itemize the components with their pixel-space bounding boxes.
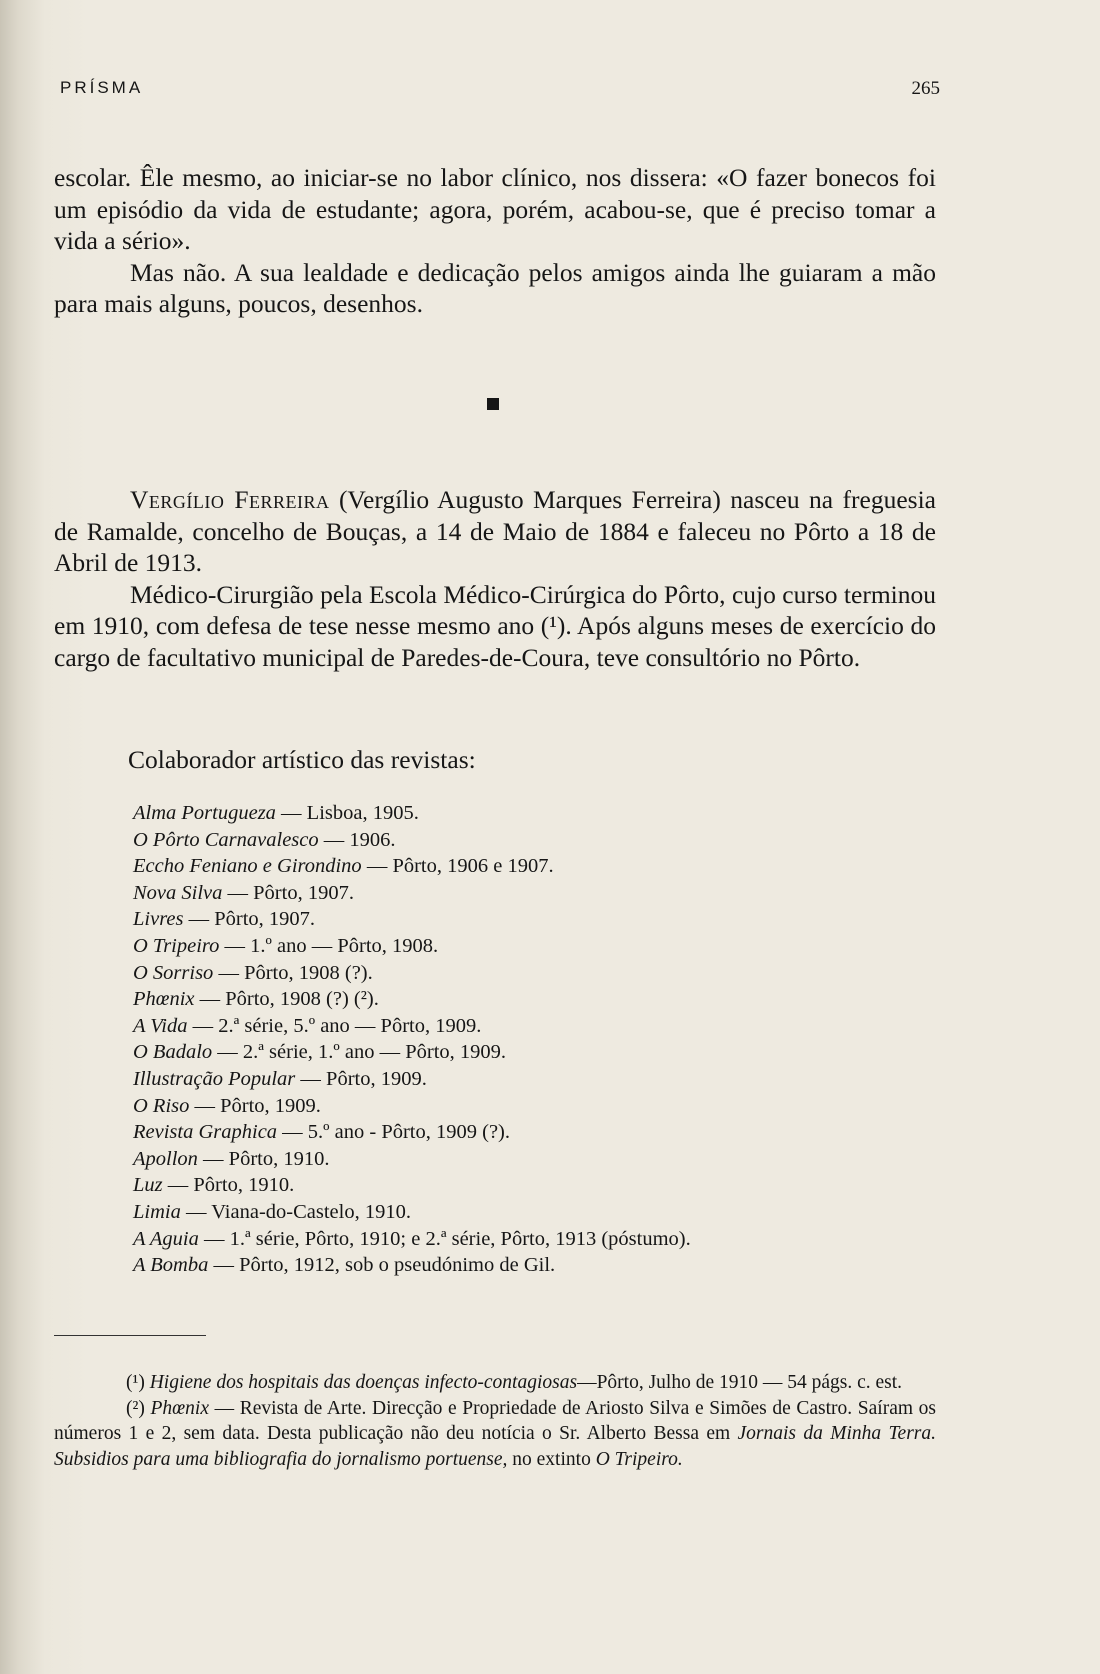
magazine-entry [133, 880, 933, 907]
magazine-detail: — 1906. [318, 828, 396, 851]
magazine-list [133, 800, 933, 1279]
footnote-2-mark: (²) [126, 1397, 145, 1419]
intro-paragraph-2: Mas não. A sua lealdade e dedicação pelos amigos ainda lhe guiaram a mão para mais alguns, poucos, desenhos. [54, 257, 936, 318]
magazine-title: Illustração Popular [133, 1067, 296, 1090]
footnote-1 [54, 1370, 936, 1396]
magazine-detail: — 2.ª série, 1.º ano — Pôrto, 1909. [212, 1041, 507, 1064]
biography [54, 484, 936, 673]
footnote-2-book: Jornais da Minha Terra. Subsidios para uma bibliografia do jornalismo portuense, [54, 1423, 936, 1470]
magazine-title: Phœnix [133, 988, 195, 1011]
magazine-title: Apollon [133, 1147, 198, 1170]
magazine-detail: — 1.ª série, Pôrto, 1910; e 2.ª série, Pôrto, 1913 (póstumo). [198, 1227, 691, 1250]
magazine-title: Limia [133, 1200, 181, 1223]
magazine-entry [133, 1226, 933, 1253]
footnote-2 [54, 1396, 936, 1473]
footnote-1-title: Higiene dos hospitais das doenças infecto-contagiosas [149, 1372, 578, 1393]
magazine-detail: — Pôrto, 1907. [222, 881, 354, 904]
footnote-2-text-a: — Revista de Arte. Direcção e Propriedade de Ariosto Silva e Simões de Castro. Saíram os números 1 e 2, sem data. Desta publicação não deu notícia o Sr. Alberto Bessa em [54, 1397, 936, 1444]
magazine-detail: — Lisboa, 1905. [275, 802, 419, 824]
footnote-2-title: Phœnix [150, 1397, 209, 1419]
magazine-entry [133, 1172, 933, 1199]
magazine-title: Eccho Feniano e Girondino [133, 855, 362, 878]
magazine-title: Alma Portugueza [133, 802, 276, 824]
footnote-2-periodical: O Tripeiro. [595, 1448, 683, 1470]
magazine-entry [133, 1199, 933, 1226]
biography-paragraph-2: Médico-Cirurgião pela Escola Médico-Cirúrgica do Pôrto, cujo curso terminou em 1910, com defesa de tese nesse mesmo ano (¹). Após alguns meses de exercício do cargo de facultativo municipal de Paredes-de-Coura, teve consultório no Pôrto. [54, 579, 936, 672]
magazine-detail: — Pôrto, 1909. [295, 1067, 427, 1090]
biography-birth-text: (Vergílio Augusto Marques Ferreira) nasceu na freguesia de Ramalde, concelho de Bouças, a 14 de Maio de 1884 e faleceu no Pôrto a 18 de Abril de 1913. [54, 485, 936, 577]
magazine-detail: — Viana-do-Castelo, 1910. [180, 1200, 411, 1223]
magazine-entry [133, 1013, 933, 1040]
magazine-title: O Badalo [133, 1041, 213, 1064]
magazine-entry [133, 1066, 933, 1093]
magazine-detail: — 2.ª série, 5.º ano — Pôrto, 1909. [187, 1014, 482, 1037]
magazine-entry [133, 906, 933, 933]
magazine-detail: — 5.º ano - Pôrto, 1909 (?). [277, 1121, 511, 1144]
magazine-title: Revista Graphica [133, 1121, 278, 1144]
magazine-entry [133, 960, 933, 987]
magazine-entry [133, 827, 933, 854]
magazine-detail: — Pôrto, 1907. [183, 908, 316, 931]
magazine-detail: — 1.º ano — Pôrto, 1908. [219, 934, 439, 957]
magazine-title: Luz [133, 1174, 163, 1197]
magazine-detail: — Pôrto, 1910. [162, 1174, 295, 1197]
magazine-detail: — Pôrto, 1909. [189, 1094, 321, 1117]
magazine-detail: — Pôrto, 1908 (?). [213, 961, 373, 984]
biography-paragraph-1 [54, 484, 936, 579]
magazine-title: O Tripeiro [133, 934, 220, 957]
magazine-detail: — Pôrto, 1908 (?) (²). [194, 988, 379, 1011]
footnote-1-rest: —Pôrto, Julho de 1910 — 54 págs. c. est. [577, 1372, 903, 1393]
running-head: PRÍSMA [60, 78, 144, 97]
magazine-title: Nova Silva [133, 881, 223, 904]
intro-paragraph-1: escolar. Êle mesmo, ao iniciar-se no labor clínico, nos dissera: «O fazer bonecos foi um episódio da vida de estudante; agora, porém, acabou-se, que é preciso tomar a vida a sério». [54, 163, 936, 255]
magazine-entry [133, 1039, 933, 1066]
magazine-title: Livres [133, 908, 184, 931]
biography-name: Vergílio Ferreira [130, 485, 330, 514]
magazine-entry [133, 853, 933, 880]
magazine-entry [133, 933, 933, 960]
magazine-title: O Sorriso [133, 961, 214, 984]
magazine-entry [133, 800, 933, 827]
magazine-entry [133, 1146, 933, 1173]
magazine-entry [133, 986, 933, 1013]
footnotes [54, 1370, 936, 1472]
collaborations-intro: Colaborador artístico das revistas: [128, 745, 476, 774]
magazine-entry [133, 1119, 933, 1146]
magazine-title: A Bomba [133, 1254, 209, 1277]
magazine-detail: — Pôrto, 1910. [197, 1147, 330, 1170]
magazine-title: O Pôrto Carnavalesco [133, 828, 319, 851]
magazine-detail: — Pôrto, 1912, sob o pseudónimo de Gil. [208, 1254, 556, 1277]
page-number: 265 [911, 78, 940, 99]
intro-text [54, 162, 936, 320]
magazine-detail: — Pôrto, 1906 e 1907. [361, 855, 554, 878]
magazine-title: A Vida [133, 1014, 188, 1037]
magazine-title: A Aguia [133, 1227, 199, 1250]
magazine-entry [133, 1093, 933, 1120]
footnote-rule [54, 1335, 206, 1336]
footnote-2-text-b: no extinto [507, 1448, 596, 1470]
page-header [60, 78, 940, 106]
magazine-entry [133, 1252, 933, 1279]
section-divider-square [487, 398, 499, 410]
magazine-title: O Riso [133, 1094, 190, 1117]
footnote-1-mark: (¹) [126, 1372, 145, 1393]
